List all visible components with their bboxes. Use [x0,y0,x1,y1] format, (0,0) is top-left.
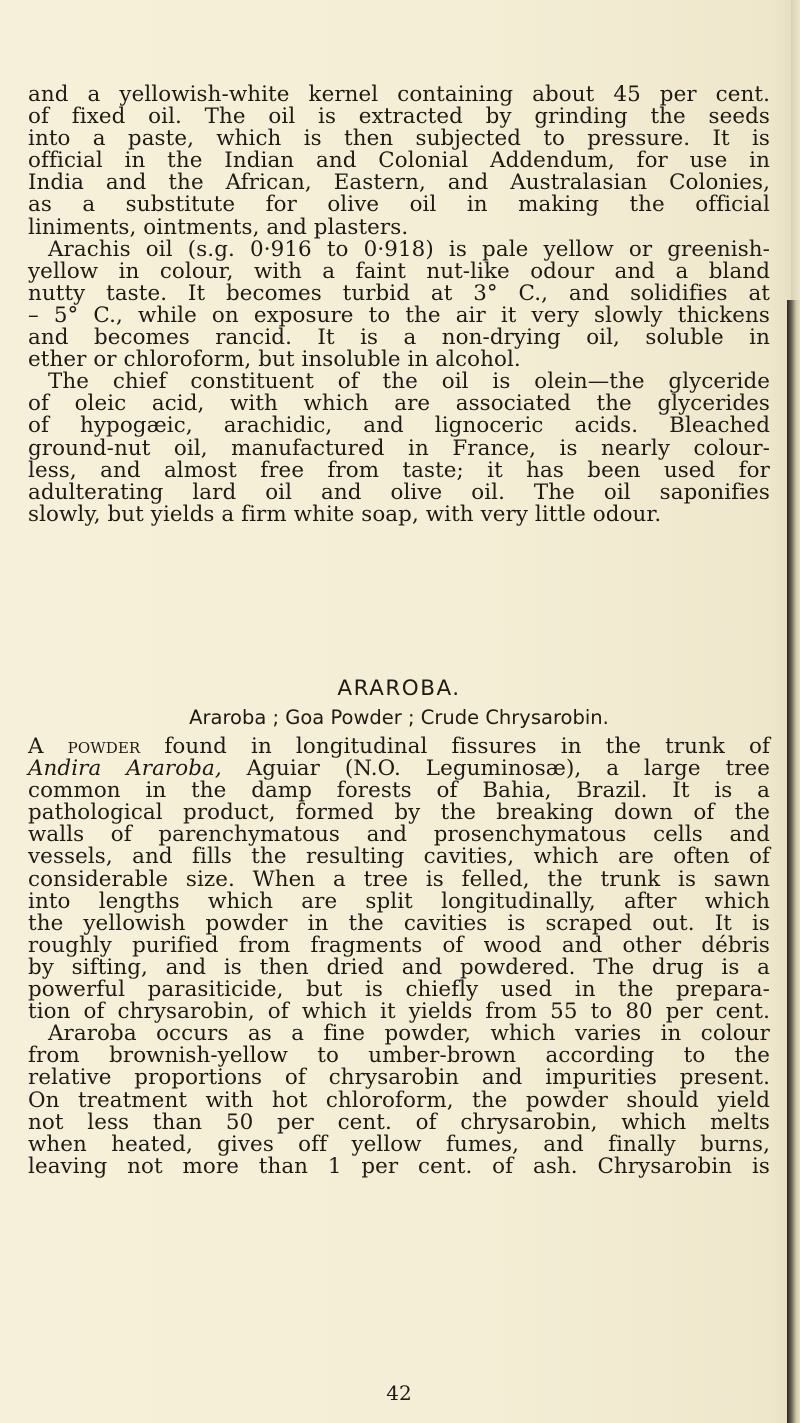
text-line: Arachis oil (s.g. 0·916 to 0·918) is pale yellow or greenish- [48,236,770,262]
text-line: of hypogæic, arachidic, and lignoceric acids. Bleached [28,413,770,439]
text-line: walls of parenchymatous and prosenchymatous cells and [28,822,770,848]
text-line: Araroba occurs as a fine powder, which varies in colour [48,1021,770,1047]
text-line: nutty taste. It becomes turbid at 3° C., and solidifies at [28,280,770,306]
text-line: of oleic acid, with which are associated the glycerides [28,391,770,417]
page-edge-top [791,0,800,300]
text-line: when heated, gives off yellow fumes, and finally burns, [28,1131,770,1157]
arachis-oil-text [28,84,770,526]
text-run: Aguiar (N.O. Leguminosæ), a large tree [221,756,770,782]
section-subtitle: Araroba ; Goa Powder ; Crude Chrysarobin. [189,706,609,729]
text-line: common in the damp forests of Bahia, Brazil. It is a [28,778,770,804]
text-line: The chief constituent of the oil is olein—the glyceride [48,369,770,395]
text-line [28,736,770,758]
text-line: considerable size. When a tree is felled, the trunk is sawn [28,866,770,892]
text-line: vessels, and fills the resulting cavities, which are often of [28,844,770,870]
text-line: from brownish-yellow to umber-brown according to the [28,1043,770,1069]
text-line: into lengths which are split longitudinally, after which [28,888,770,914]
text-line: ether or chloroform, but insoluble in alcohol. [28,347,521,373]
small-caps-lead: A powder [28,734,141,759]
page-number: 42 [386,1381,412,1405]
text-line: ground-nut oil, manufactured in France, is nearly colour- [28,435,770,461]
text-line: by sifting, and is then dried and powdered. The drug is a [28,954,770,980]
text-line: as a substitute for olive oil in making the official [28,192,770,218]
text-line [28,758,770,780]
text-line: yellow in colour, with a faint nut-like odour and a bland [28,258,770,284]
book-spine-edge [787,300,800,1423]
section-title: ARAROBA. [337,676,461,701]
text-line: not less than 50 per cent. of chrysarobin, which melts [28,1109,770,1135]
text-line: less, and almost free from taste; it has been used for [28,457,770,483]
text-line: powerful parasiticide, but is chiefly used in the prepara- [28,977,770,1003]
italic-species-name: Andira Araroba, [28,756,222,782]
text-line: – 5° C., while on exposure to the air it very slowly thickens [28,302,770,328]
text-line: tion of chrysarobin, of which it yields from 55 to 80 per cent. [28,999,770,1025]
text-line: India and the African, Eastern, and Australasian Colonies, [28,170,770,196]
text-line: official in the Indian and Colonial Addendum, for use in [28,148,770,174]
text-line: leaving not more than 1 per cent. of ash. Chrysarobin is [28,1153,770,1179]
text-line: On treatment with hot chloroform, the powder should yield [28,1087,770,1113]
text-run: found in longitudinal fissures in the trunk of [140,734,770,759]
text-line: roughly purified from fragments of wood and other débris [28,932,770,958]
text-line: into a paste, which is then subjected to pressure. It is [28,126,770,152]
text-line: adulterating lard oil and olive oil. The oil saponifies [28,479,770,505]
text-line: pathological product, formed by the breaking down of the [28,800,770,826]
text-line: and becomes rancid. It is a non-drying oil, soluble in [28,325,770,351]
text-line: the yellowish powder in the cavities is scraped out. It is [28,910,770,936]
text-line: of fixed oil. The oil is extracted by grinding the seeds [28,104,770,130]
text-line: and a yellowish-white kernel containing about 45 per cent. [28,82,770,107]
text-line: relative proportions of chrysarobin and impurities present. [28,1065,770,1091]
araroba-text [28,736,770,1178]
text-line: liniments, ointments, and plasters. [28,214,409,240]
text-line: slowly, but yields a firm white soap, with very little odour. [28,501,662,527]
